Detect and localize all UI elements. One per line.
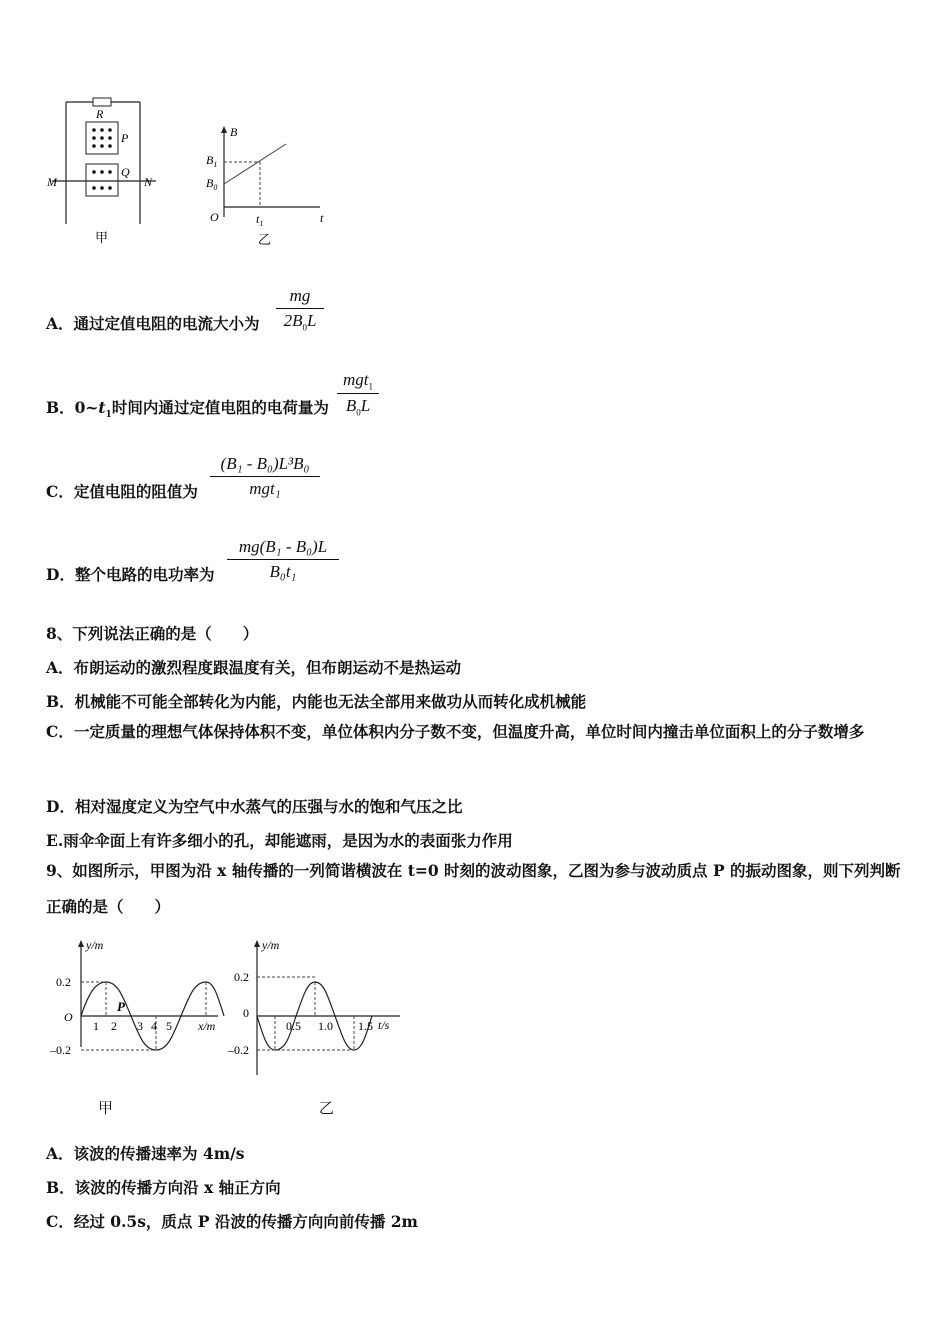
label-origin: O bbox=[210, 210, 219, 224]
axis-b-label: B bbox=[230, 125, 238, 139]
jia-ylabel: y/m bbox=[86, 938, 104, 952]
jia-wave-tail bbox=[206, 982, 224, 1016]
label-t1: $t_1$ bbox=[256, 212, 264, 228]
q9-stem: 9、如图所示，甲图为沿 x 轴传播的一列简谐横波在 t=0 时刻的波动图象，乙图为参与波动质点 P 的振动图象，则下列判断正确的是（ ） bbox=[46, 861, 901, 916]
yi-y-top: 0.2 bbox=[234, 970, 249, 984]
yi-origin: 0 bbox=[243, 1006, 249, 1020]
yi-xlabel: t/s bbox=[378, 1018, 390, 1032]
q7-d-fraction bbox=[227, 537, 339, 582]
label-m: M bbox=[47, 175, 57, 189]
q7-option-b[interactable]: B．$0\sim t_1$时间内通过定值电阻的电荷量为 bbox=[46, 398, 329, 421]
jia-tick-4: 4 bbox=[151, 1019, 157, 1033]
yi-tick-05: 0.5 bbox=[286, 1019, 301, 1033]
yi-ylabel: y/m bbox=[262, 938, 280, 952]
jia-tick-5: 5 bbox=[166, 1019, 172, 1033]
label-r: R bbox=[96, 107, 104, 121]
q7-d-den: B₀t₁ bbox=[269, 562, 297, 581]
q8-option-b[interactable]: B．机械能不可能全部转化为内能，内能也无法全部用来做功从而转化成机械能 bbox=[46, 692, 587, 711]
q7-a-num: mg bbox=[289, 286, 311, 305]
jia-tick-3: 3 bbox=[137, 1019, 143, 1033]
q8-option-e[interactable]: E.雨伞伞面上有许多细小的孔，却能遮雨，是因为水的表面张力作用 bbox=[46, 831, 513, 850]
q7-b-den: $B_0L$ bbox=[345, 396, 371, 418]
q7-c-fraction bbox=[210, 454, 320, 499]
label-n: N bbox=[144, 175, 153, 189]
jia-origin: O bbox=[64, 1010, 73, 1024]
q7-c-num: (B₁ - B₀)L³B₀ bbox=[220, 454, 310, 473]
label-b1: $B_1$ bbox=[206, 153, 218, 169]
q7-c-den: mgt₁ bbox=[249, 479, 281, 498]
q8-option-d[interactable]: D．相对湿度定义为空气中水蒸气的压强与水的饱和气压之比 bbox=[46, 797, 463, 816]
axis-t-label: t bbox=[320, 211, 324, 225]
region-q bbox=[86, 164, 118, 196]
caption-yi: 乙 bbox=[258, 232, 272, 247]
q9-option-a[interactable]: A．该波的传播速率为 4m/s bbox=[46, 1144, 245, 1163]
label-q: Q bbox=[121, 165, 130, 179]
jia-y-arrow bbox=[78, 940, 84, 947]
q7-d-num: mg(B₁ - B₀)L bbox=[238, 537, 328, 556]
q9-option-c[interactable]: C．经过 0.5s，质点 P 沿波的传播方向向前传播 2m bbox=[46, 1212, 418, 1231]
b-t-graph bbox=[200, 122, 340, 252]
caption-wave-jia: 甲 bbox=[98, 1101, 114, 1117]
yi-y-bot: –0.2 bbox=[228, 1043, 249, 1057]
q7-a-label: A．通过定值电阻的电流大小为 bbox=[46, 314, 260, 333]
caption-wave-yi: 乙 bbox=[319, 1101, 335, 1117]
yi-tick-10: 1.0 bbox=[318, 1019, 333, 1033]
resistor-r bbox=[93, 98, 111, 106]
q7-a-den: $2B_0L$ bbox=[283, 311, 317, 333]
label-b0: $B_0$ bbox=[206, 176, 218, 192]
yi-tick-15: 1.5 bbox=[358, 1019, 373, 1033]
q7-option-d[interactable]: D．整个电路的电功率为 bbox=[46, 565, 215, 584]
jia-tick-2: 2 bbox=[111, 1019, 117, 1033]
y-axis-arrow bbox=[221, 126, 227, 133]
q7-option-a[interactable] bbox=[46, 312, 260, 334]
q7-b-fraction bbox=[337, 370, 379, 418]
caption-jia: 甲 bbox=[95, 230, 109, 245]
jia-xlabel: x/m bbox=[198, 1019, 216, 1033]
label-p: P bbox=[121, 131, 129, 145]
jia-y-top: 0.2 bbox=[56, 975, 71, 989]
yi-y-arrow bbox=[254, 940, 260, 947]
jia-y-bot: –0.2 bbox=[50, 1043, 71, 1055]
vibration-graph-yi bbox=[228, 935, 408, 1080]
q7-a-fraction bbox=[276, 286, 324, 332]
q9-option-b[interactable]: B．该波的传播方向沿 x 轴正方向 bbox=[46, 1178, 281, 1197]
wave-graph-jia bbox=[48, 935, 228, 1055]
q7-b-num: mgt$_1$ bbox=[343, 370, 373, 392]
q8-stem: 8、下列说法正确的是（ ） bbox=[46, 624, 259, 643]
q8-option-c[interactable]: C．一定质量的理想气体保持体积不变，单位体积内分子数不变，但温度升高，单位时间内撞击单位面积上的分子数增多 bbox=[46, 722, 865, 741]
q8-option-a[interactable]: A．布朗运动的激烈程度跟温度有关，但布朗运动不是热运动 bbox=[46, 658, 462, 677]
jia-point-p: P bbox=[117, 999, 125, 1014]
jia-tick-1: 1 bbox=[93, 1019, 99, 1033]
b-line bbox=[224, 144, 286, 184]
q7-option-c[interactable]: C．定值电阻的阻值为 bbox=[46, 482, 198, 501]
circuit-figure bbox=[40, 92, 170, 252]
